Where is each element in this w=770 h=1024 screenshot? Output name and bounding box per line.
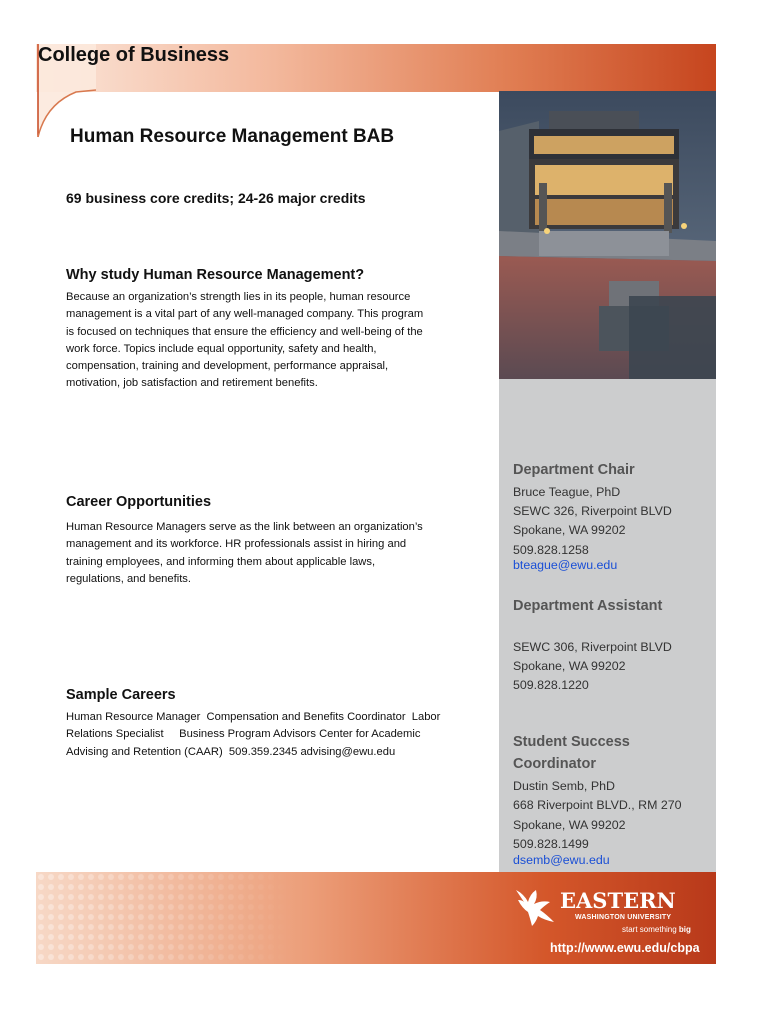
chair-city: Spokane, WA 99202 [513,523,626,537]
tagline-plain: start something [622,925,679,934]
career-line: management and its workforce. HR professionals assist in hiring and [66,538,407,551]
page-title: Human Resource Management BAB [70,126,395,147]
sample-careers-text [66,709,496,761]
chair-name: Bruce Teague, PhD [513,485,621,499]
why-study-heading: Why study Human Resource Management? [66,267,365,283]
career-line: training employees, and informing them about applicable laws, [66,555,376,568]
website-url-link[interactable]: http://www.ewu.edu/cbpa [550,941,700,955]
coordinator-city: Spokane, WA 99202 [513,818,626,832]
career-line: Human Resource Managers serve as the link between an organization’s [66,521,423,533]
sample-line: Human Resource Manager Compensation and Benefits Coordinator Labor [66,711,441,723]
coordinator-phone: 509.828.1499 [513,837,589,851]
chair-email-link[interactable]: bteague@ewu.edu [513,558,618,572]
assistant-phone: 509.828.1220 [513,678,589,692]
chair-address: SEWC 326, Riverpoint BLVD [513,504,672,518]
credits-summary: 69 business core credits; 24-26 major credits [66,190,366,206]
coordinator-email-link[interactable]: dsemb@ewu.edu [513,853,610,867]
campus-building-photo [499,91,716,379]
dept-assistant-heading: Department Assistant [513,598,663,614]
why-line: motivation, job satisfaction and retirement benefits. [66,377,318,390]
assistant-city: Spokane, WA 99202 [513,659,626,673]
why-line: Because an organization’s strength lies in its people, human resource [66,291,411,303]
tagline-bold: big [678,925,691,934]
career-heading: Career Opportunities [66,494,212,510]
coordinator-address: 668 Riverpoint BLVD., RM 270 [513,798,682,812]
why-line: is focused on techniques that ensure the efficiency and well-being of the [66,325,423,338]
logo-wordmark: EASTERN [560,888,676,913]
ewu-logo[interactable] [508,886,708,936]
why-study-text [66,289,480,393]
logo-tagline [622,925,691,934]
footer-dot-pattern [36,872,296,964]
chair-phone: 509.828.1258 [513,543,589,557]
why-line: compensation, training and development, performance appraisal, [66,360,389,373]
college-title: College of Business [38,44,230,66]
career-line: regulations, and benefits. [66,572,192,585]
coordinator-heading-line: Student Success [513,734,630,750]
coordinator-heading [513,731,713,775]
why-line: management is a vital part of any well-managed company. This program [66,308,424,321]
sample-careers-heading: Sample Careers [66,687,176,703]
eagle-icon [514,886,560,928]
career-text [66,519,480,588]
why-line: work force. Topics include equal opportunity, safety and health, [66,342,377,355]
coordinator-heading-line: Coordinator [513,756,596,772]
logo-university: WASHINGTON UNIVERSITY [575,914,672,921]
sample-line: Relations Specialist Business Program Advisors Center for Academic [66,728,421,741]
sample-line: Advising and Retention (CAAR) 509.359.2345 advising@ewu.edu [66,745,396,758]
dept-chair-heading: Department Chair [513,462,635,478]
assistant-address: SEWC 306, Riverpoint BLVD [513,640,672,654]
coordinator-name: Dustin Semb, PhD [513,779,615,793]
